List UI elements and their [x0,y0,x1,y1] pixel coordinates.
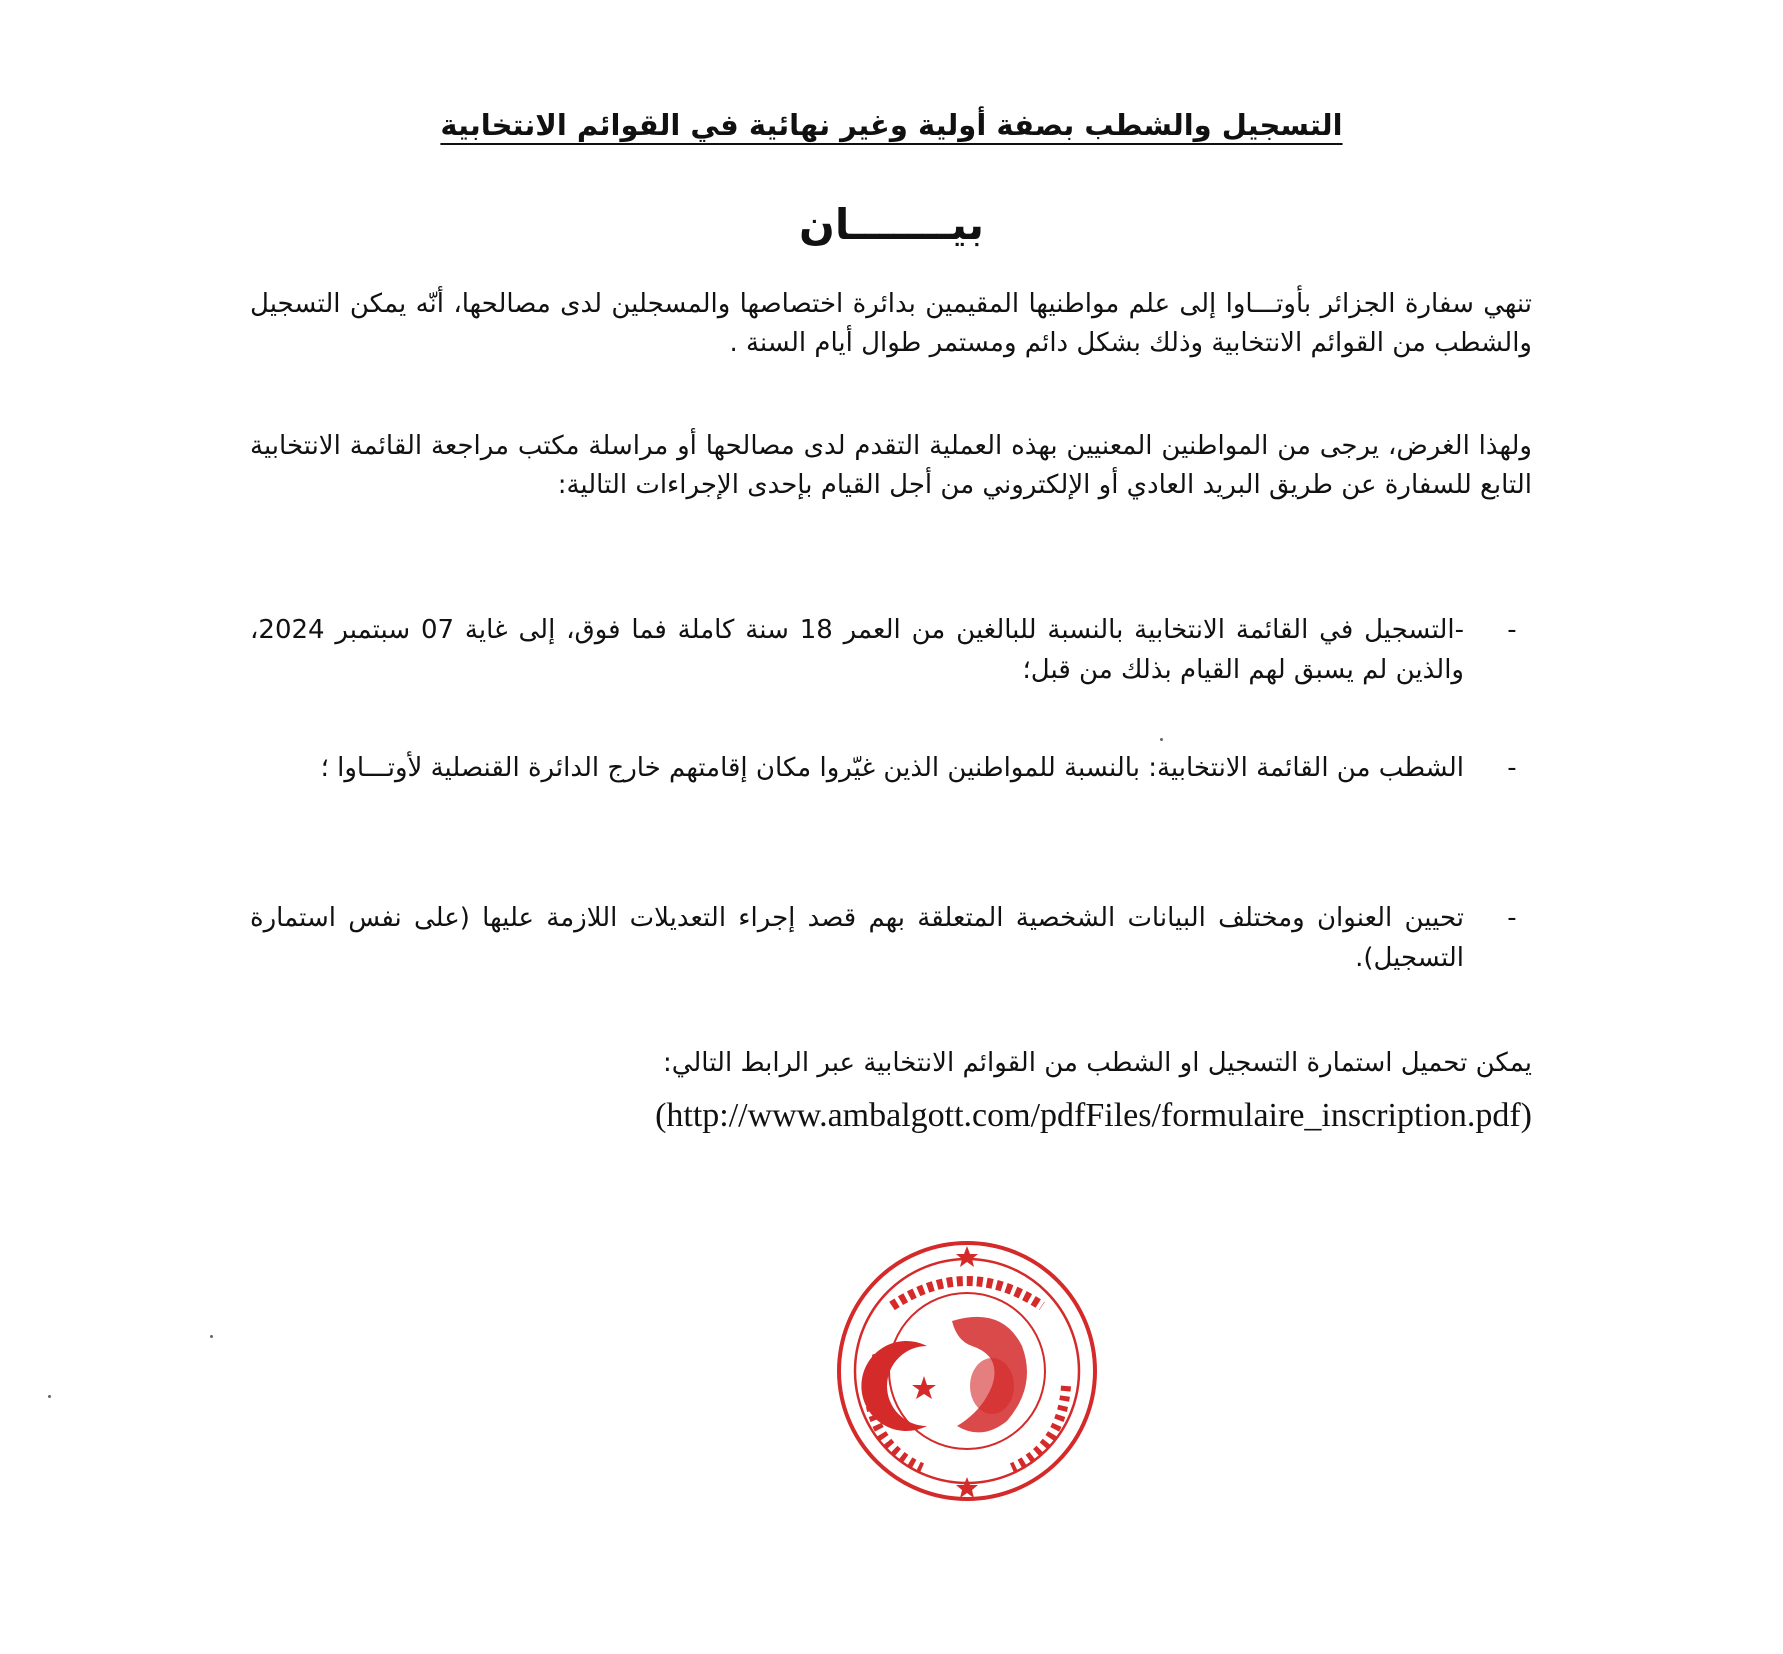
form-download-link[interactable]: (http://www.ambalgott.com/pdfFiles/formulaire_inscription.pdf) [655,1097,1532,1134]
list-item-text: تحيين العنوان ومختلف البيانات الشخصية المتعلقة بهم قصد إجراء التعديلات اللازمة عليها (على نفس استمارة التسجيل). [250,903,1464,973]
document-title: التسجيل والشطب بصفة أولية وغير نهائية في القوائم الانتخابية [440,108,1343,142]
intro-paragraph: تنهي سفارة الجزائر بأوتـــاوا إلى علم مواطنيها المقيمين بدائرة اختصاصها والمسجلين لدى مصالحها، أنّه يمكن التسجيل والشطب من القوائم الانتخابية وذلك بشكل دائم ومستمر طوال أيام السنة . [250,289,1532,358]
list-item-text: -التسجيل في القائمة الانتخابية بالنسبة للبالغين من العمر 18 سنة كاملة فما فوق، إلى غاية 07 سبتمبر 2024، والذين لم يسبق لهم القيام بذلك من قبل؛ [250,615,1464,685]
bullet-dash: - [1507,615,1517,645]
scan-speck [1160,738,1163,741]
list-item-text: الشطب من القائمة الانتخابية: بالنسبة للمواطنين الذين غيّروا مكان إقامتهم خارج الدائرة القنصلية لأوتـــاوا ؛ [320,753,1464,783]
official-seal-icon [832,1236,1102,1506]
statement-heading: بيـــــــان [798,200,985,249]
bullet-dash: - [1507,753,1517,783]
scan-speck [48,1395,51,1398]
bullet-dash: - [1507,903,1517,933]
scan-speck [210,1335,213,1338]
purpose-paragraph: ولهذا الغرض، يرجى من المواطنين المعنيين بهذه العملية التقدم لدى مصالحها أو مراسلة مكتب مراجعة القائمة الانتخابية التابع للسفارة عن طريق البريد العادي أو الإلكتروني من أجل القيام بإحدى الإجراءات التالية: [250,431,1532,500]
download-instruction: يمكن تحميل استمارة التسجيل او الشطب من القوائم الانتخابية عبر الرابط التالي: [662,1048,1532,1078]
